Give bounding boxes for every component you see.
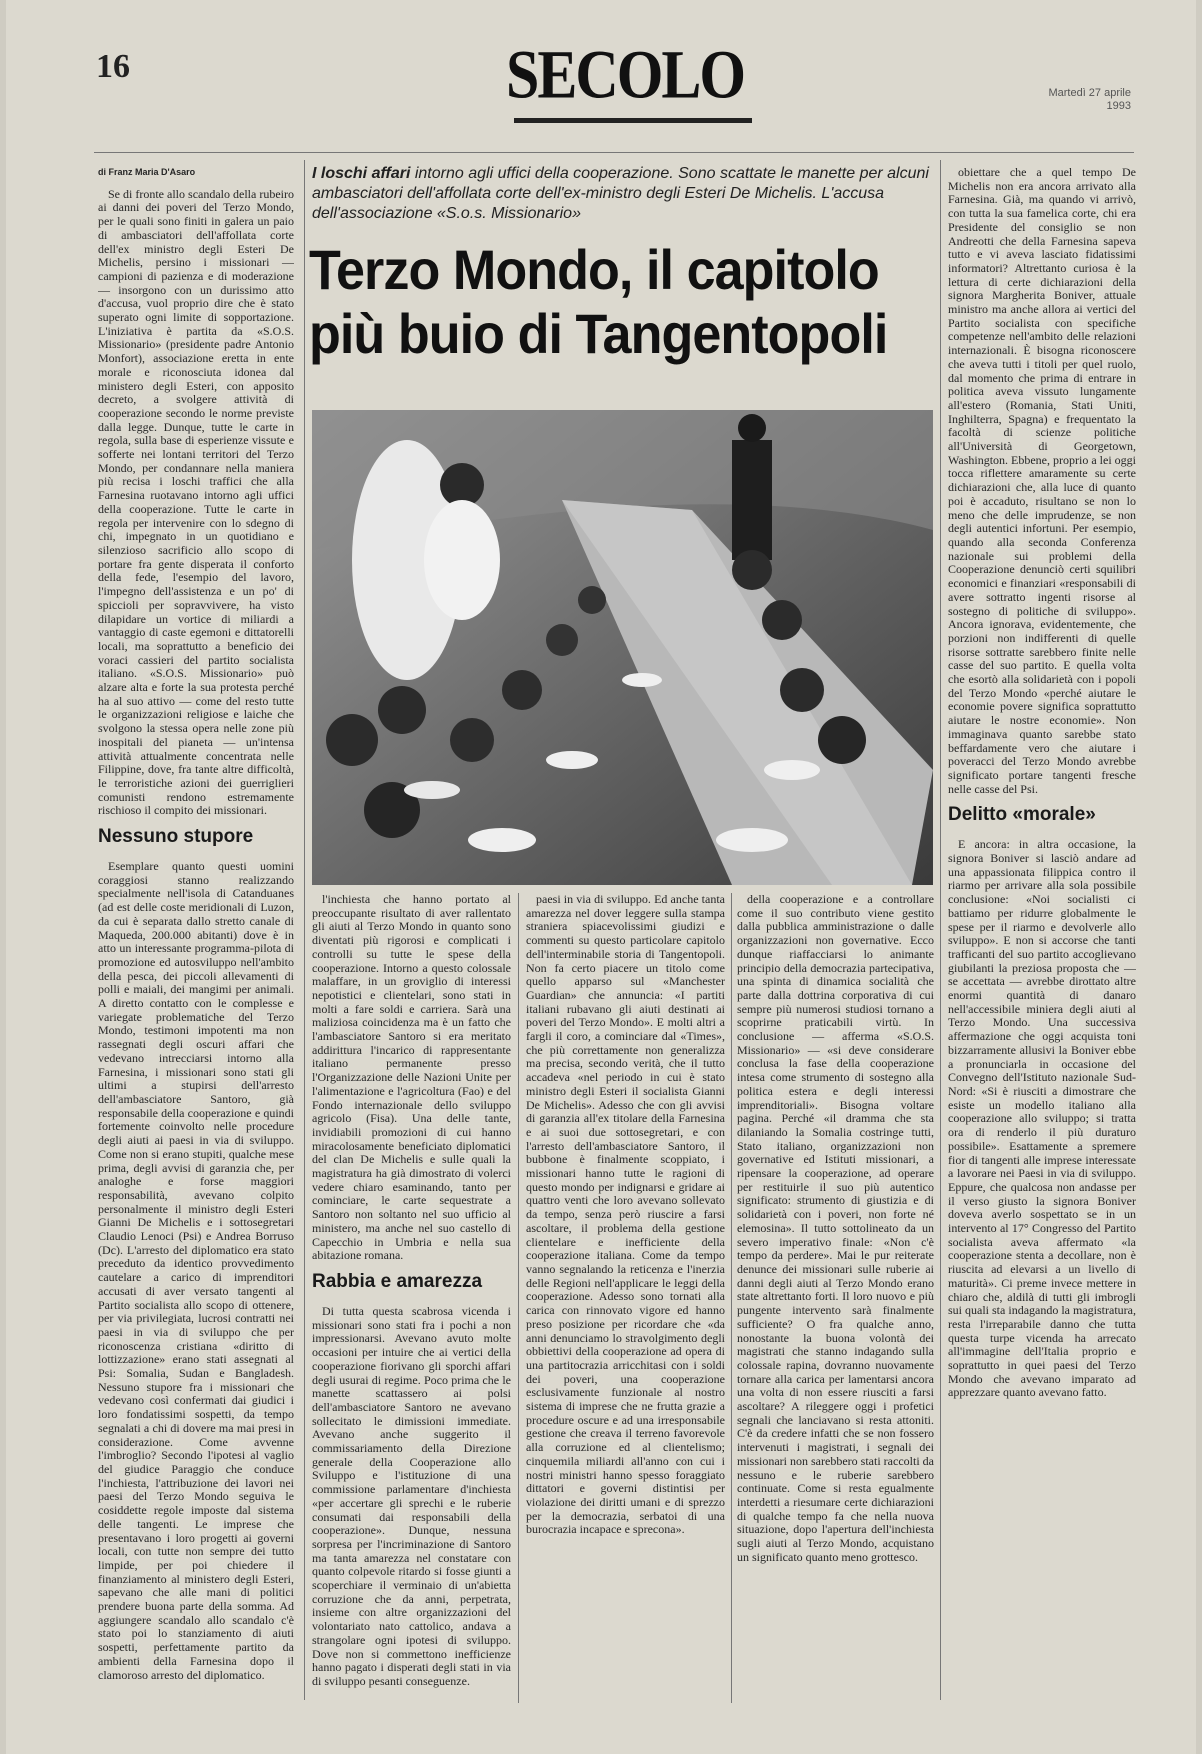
masthead-logo: SECOLO [506, 36, 745, 113]
column-divider [304, 160, 305, 1700]
top-rule [94, 152, 1134, 153]
column-5 [948, 166, 1136, 1706]
column-1 [98, 166, 294, 1706]
subhead-rabbia-e-amarezza: Rabbia e amarezza [312, 1270, 483, 1292]
masthead [506, 36, 751, 124]
column-divider [731, 893, 732, 1703]
article-text: della cooperazione e a controllare come il suo contributo viene gestito dalla pubblica amministrazione o dalle organizzazioni non governative. Ecco dunque riaffacciarsi lo animante principio della democrazia partecipativa, una spinta di dinamica socialità che parte dalla dottrina corporativa di cui sempre più numerosi studiosi tornano a scoprirne praticabili virtù. In conclusione — afferma «S.O.S. Missionario» — «si deve considerare conclusa la fase della cooperazione intesa come strumento di sostegno alla politica estera e degli interessi imprenditoriali». Bisogna voltare pagina. Perché «il dramma che sta dilaniando la Somalia costringe tutti, Stato italiano, organizzazioni non governative ed Istituti missionari, a ripensare la cooperazione, ad operare per restituirle il suo più autentico significato: strumento di giustizia e di solidarietà con i poveri, non forte né elemosina». Il tutto sottolineato da un severo imperativo finale: «Non c'è tempo da perdere». Mai le pur reiterate denunce dei missionari sulle ruberie ai danni degli aiuti al Terzo Mondo erano state altrettanto forti. Il loro nuovo e più pungente intervento sarà finalmente sufficiente? O fra qualche anno, nonostante la buona volontà dei magistrati che stanno indagando sulla colossale rapina, dovranno nuovamente tornare alla carica per lamentarsi ancora una volta di non essere riusciti a farsi ascoltare? A rileggere oggi i profetici segnali che lanciavano si resta attoniti. C'è da credere infatti che se non fossero intervenuti i magistrati, i segnali dei missionari non sarebbero stati raccolti da nessuno e le ruberie sarebbero continuate. Come si resta egualmente interdetti a riesumare certe dichiarazioni di qualche tempo fa che nella nuova situazione, dopo l'apertura dell'inchiesta sugli aiuti al Terzo Mondo, acquistano un significato quanto meno grottesco. [737, 893, 934, 1564]
article-text: l'inchiesta che hanno portato al preoccupante risultato di aver rallentato gli aiuti al Terzo Mondo in quanto sono diventati più rigorosi e complicati i controlli su tutte le spese della cooperazione. Intorno a questo colossale malaffare, in un groviglio di interessi nepotistici e clientelari, sono stati in molti a fare soldi e carriera. Sarà una maliziosa coincidenza ma è un fatto che l'ambasciatore Santoro si era meritato addirittura l'incarico di rappresentante italiano permanente presso l'Organizzazione delle Nazioni Unite per l'alimentazione e l'agricoltura (Fao) e del Fondo internazionale dello sviluppo agricolo (Fisa). Una delle tante, invidiabili promozioni di cui hanno miracolosamente beneficiato diplomatici del clan De Michelis e sulle quali la magistratura ha già dimostrato di volerci vedere chiaro esaminando, tanto per cominciare, le carte sequestrate a Santoro non soltanto nel suo ufficio al ministero, ma anche nel suo castello di Capecchio in Umbria e nella sua abitazione romana. [312, 893, 511, 1263]
article-text: Di tutta questa scabrosa vicenda i missionari sono stati fra i pochi a non impressionarsi. Avevano avuto molte occasioni per intuire che ai vertici della cooperazione fiorivano gli sporchi affari degli usurai di regime. Poco prima che le manette scattassero ai polsi dell'ambasciatore Santoro ne avevano sollecitato le dimissioni immediate. Avevano anche suggerito il commissariamento della Direzione generale della Cooperazione allo Sviluppo e l'istituzione di una commissione parlamentare d'inchiesta «per accertare gli sprechi e le ruberie consumati dai responsabili della cooperazione». Dunque, nessuna sorpresa per l'incriminazione di Santoro ma tanta amarezza nel constatare con quanto colpevole ritardo si fosse giunti a scoperchiare il verminaio di un'abietta corruzione che da anni, perpetrata, insieme con altre organizzazioni del volontariato nato cattolico, andava a strangolare ogni ipotesi di sviluppo. Dove non si commettono inefficienze hanno pagato i disperati degli stati in via di sviluppo pesanti conseguenze. [312, 1303, 511, 1688]
article-text: Se di fronte allo scandalo della rubeiro ai danni dei poveri del Terzo Mondo, per le quali sono finiti in galera un paio di ambasciatori dell'affollata corte dell'ex ministro degli Esteri De Michelis, persino i missionari — campioni di pazienza e di moderazione — insorgono con un durissimo atto d'accusa, vuol proprio dire che è stato superato ogni limite di sopportazione. L'iniziativa è partita da «S.O.S. Missionario» (presidente padre Antonio Monfort), associazione eretta in ente morale e riconosciuta idonea dal ministero degli Esteri, con apposito decreto, a svolgere attività di cooperazione secondo le norme previste dalla legge. Dunque, tutte le carte in regola, sulla base di esperienze vissute e sofferte nei lontani territori del Terzo Mondo, per condannare nella maniera più recisa i loschi traffici che alla Farnesina ruotavano intorno agli uffici della cooperazione. Tutte le carte in regola per intervenire con lo sdegno di chi, impegnato in un quotidiano e silenzioso sacrificio allo scopo di portare fra gente disperata il conforto della fede, l'esempio del lavoro, l'impegno dell'assistenza e un po' di spiccioli per sopravvivere, ha visto dilapidare un vortice di miliardi a vantaggio di caste egemoni e dittatorelli locali, ma soprattutto a beneficio dei voraci cassieri del partito socialista italiano. «S.O.S. Missionario» può alzare alta e forte la sua protesta perché ha al suo attivo — come del resto tutte le organizzazioni religiose e laiche che svolgono la stessa opera nelle zone più inospitali del pianeta — un'intensa attività attualmente concentrata nelle Filippine, dove, fra tante altre difficoltà, le terroristiche azioni dei guerriglieri comunisti rendono estremamente rischioso il compito dei missionari. [98, 186, 294, 818]
column-2 [312, 893, 511, 1703]
issue-date: Martedì 27 aprile 1993 [1048, 87, 1131, 112]
column-divider [518, 893, 519, 1703]
subhead-nessuno-stupore: Nessuno stupore [98, 826, 254, 848]
column-4 [737, 893, 934, 1703]
byline: di Franz Maria D'Asaro [98, 167, 196, 177]
article-photo [312, 410, 933, 885]
masthead-rule [514, 118, 752, 123]
photo-children-at-table [312, 410, 933, 885]
article-text: Esemplare quanto questi uomini coraggiosi stanno realizzando specialmente nell'isola di Catanduanes (ad est delle coste meridionali di Luzon, da cui è separata dallo stretto canale di Maqueda, 200.000 abitanti) dove è in atto un interessante programma-pilota di promozione ed autosviluppo nell'ambito della pesca, dei piccoli allevamenti di polli e maiali, dei mangimi per animali. A diretto contatto con le complesse e variegate problematiche del Terzo Mondo, testimoni impotenti ma non rassegnati degli oscuri affari che vedevano intrecciarsi intorno alla Farnesina, i missionari sono stati gli ultimi a stupirsi dell'arresto dell'ambasciatore Santoro, già responsabile della cooperazione e quindi fortemente coinvolto nelle procedure degli aiuti ai paesi in via di sviluppo. Come non si erano stupiti, qualche mese prima, degli avvisi di garanzia che, per analoghe e forse maggiori responsabilità, avevano colpito personalmente il ministro degli Esteri Gianni De Michelis e i sottosegretari Claudio Lenoci (Psi) e Andrea Borruso (Dc). L'arresto del diplomatico era stato preceduto da identico provvedimento cautelare a carico di imprenditori accusati di aver versato tangenti al Partito socialista allo scopo di ottenere, per via privilegiata, lucrosi contratti nei paesi in via di sviluppo che per riconoscenza cristiana «diritto di lottizzazione» erano stati assegnati al Psi: Somalia, Sudan e Bangladesh. Nessuno stupore fra i missionari che vedevano così confermati dai giudici i loro fondatissimi sospetti, da tempo segnalati a chi di dovere ma mai presi in considerazione. Come avvenne l'imbroglio? Secondo l'ipotesi al vaglio del giudice Paraggio che conduce l'inchiesta, l'attribuzione dei lavori nei paesi del Terzo Mondo seguiva le cosiddette regole imposte dal sistema delle tangenti. Le imprese che presentavano i loro progetti ai governi locali, con tutte non sempre dei tutto limpide, per poi chiedere il finanziamento al ministero degli Esteri, sapevano che alle mani di politici prendere buona parte della somma. Ad aggiungere scandalo allo scandalo c'è stato poi lo stanziamento di aiuti sospetti, perfettamente partito da ambienti della Farnesina dopo il clamoroso arresto del diplomatico. [98, 859, 294, 1682]
column-3 [526, 893, 725, 1703]
kicker: I loschi affari intorno agli uffici della cooperazione. Sono scattate le manette per alcuni ambasciatori dell'affollata corte dell'ex-ministro degli Esteri De Michelis. L'accusa dell'associazione «S.o.s. Missionario» [312, 165, 929, 222]
article-text: E ancora: in altra occasione, la signora Boniver si lasciò andare ad una appassionata filippica contro il riarmo per arrivare alla sola possibile conclusione: «Noi socialisti ci battiamo per ridurre globalmente le spese per il riarmo e devolverle allo sviluppo». E non si accorse che tanti trafficanti del suo partito accoglievano giubilanti la preziosa proposta che — se accettata — avrebbe dirottato altre enormi quantità di danaro nell'accessibile miniera degli aiuti al Terzo Mondo. Una successiva affermazione che oggi acquista toni bizzarramente allusivi la Boniver ebbe a pronunciarla in occasione del Convegno dell'Istituto nazionale Sud-Nord: «Si è riusciti a dimostrare che esiste un modello italiano alla cooperazione allo sviluppo; si tratta ora di renderlo il più duraturo possibile». Esattamente a spremere fior di tangenti alle imprese interessate a lavorare nei Paesi in via di sviluppo. Eppure, che qualcosa non andasse per il verso giusto la signora Boniver doveva averlo sospettato se in un intervento al 17° Congresso del Partito socialista aveva affermato «la cooperazione stenta a decollare, non è riuscita ad elevarsi a un livello di maturità». Ci preme invece mettere in chiaro che, aldilà di tutti gli imbrogli sui quali sta indagando la magistratura, resta l'irreparabile danno che tutta questa turpe vicenda ha arrecato all'immagine dell'Italia proprio e soprattutto in quei paesi del Terzo Mondo che avevano imparato ad apprezzare quanto avevano fatto. [948, 837, 1136, 1400]
column-divider [940, 160, 941, 1700]
page-number: 16 [96, 48, 130, 85]
newspaper-page [6, 0, 1196, 1754]
article-text: obiettare che a quel tempo De Michelis non era ancora arrivato alla Farnesina. Già, ma quando vi arrivò, con tutta la sua famelica corte, chi era Presidente del consiglio se non Andreotti che della Farnesina sapeva tutto e vi aveva lasciato fidatissimi informatori? Altrettanto curiosa è la lettura di certe dichiarazioni della signora Margherita Boniver, attuale ministro ma anche allora ai vertici del Partito socialista con specifiche competenze nell'ambito delle relazioni internazionali. È bisogna riconoscere che aveva tutti i titoli per quel ruolo, dal momento che prima di entrare in politica aveva vissuto lungamente all'estero (Romania, Stati Uniti, Inghilterra, Spagna) e frequentato la facoltà di scienze politiche all'Università di Georgetown, Washington. Ebbene, proprio a lei oggi tocca riflettere amaramente su certe dichiarazioni che, alla luce di quanto poi è accaduto, risultano se non lo meno che delle imprudenze, se non degli autentici infortuni. Per esempio, quando alla seconda Conferenza nazionale sui problemi della Cooperazione denunciò certi squilibri economici e finanziari «responsabili di avere sottratto ingenti risorse al sostegno di politiche di sviluppo». Ancora ignorava, evidentemente, che porzioni non indifferenti di quelle risorse sottratte sarebbero finite nelle casse del suo partito. E quella volta che esortò alla solidarietà con i popoli del Terzo Mondo «perché aiutare le economie povere significa soprattutto aiutare le nostre economie». Non immaginava quanto sarebbe stato beffardamente vero che aiutare i poveracci del Terzo Mondo avrebbe significato portare tangenti fresche nelle casse del Psi. [948, 166, 1136, 796]
headline: Terzo Mondo, il capitolo più buio di Tangentopoli [309, 238, 888, 365]
subhead-delitto-morale: Delitto «morale» [948, 804, 1096, 826]
article-text: paesi in via di sviluppo. Ed anche tanta amarezza nel dover leggere sulla stampa straniera spiacevolissimi giudizi e commenti su questo particolare capitolo dell'interminabile storia di Tangentopoli. Non fa certo piacere un titolo come quello apparso sul «Manchester Guardian» che annuncia: «I partiti italiani rubavano gli aiuti destinati ai poveri del Terzo Mondo». E molti altri a fargli il coro, a cominciare dal «Times», che più correttamente non generalizza ma precisa, secondo verità, che il tutto accadeva «nel periodo in cui è stato ministro degli Esteri il socialista Gianni De Michelis». Adesso che con gli avvisi di garanzia all'ex titolare della Farnesina e ai suoi due sottosegretari, e con l'arresto dell'ambasciatore Santoro, il bubbone è finalmente scoppiato, i missionari hanno tutte le ragioni di questo mondo per indignarsi e gridare ai quattro venti che loro avevano sollevato da tempo, senza però riuscire a farsi ascoltare, il problema della gestione clientelare e inefficiente della cooperazione italiana. Come da tempo vanno segnalando la reticenza e l'inerzia delle Regioni nell'applicare le leggi della cooperazione. Adesso sono tornati alla carica con rinnovato vigore ed hanno preso posizione per ricordare che «da anni denunciamo lo stravolgimento degli obbiettivi della cooperazione ad opera di una partitocrazia arricchitasi con i soldi dei poveri, una cooperazione esclusivamente funzionale al nostro sistema di imprese che ne frutta grazie a procedure oscure e ad una irresponsabile gestione che creava il terreno favorevole alla corruzione ed al clientelismo; cinquemila miliardi all'anno con cui i nostri ministri hanno spesso foraggiato dittatori e governi distintisi per violazione dei diritti umani e di sprezzo per la democrazia, serbatoi di una burocrazia incapace e sprecona». [526, 893, 725, 1537]
